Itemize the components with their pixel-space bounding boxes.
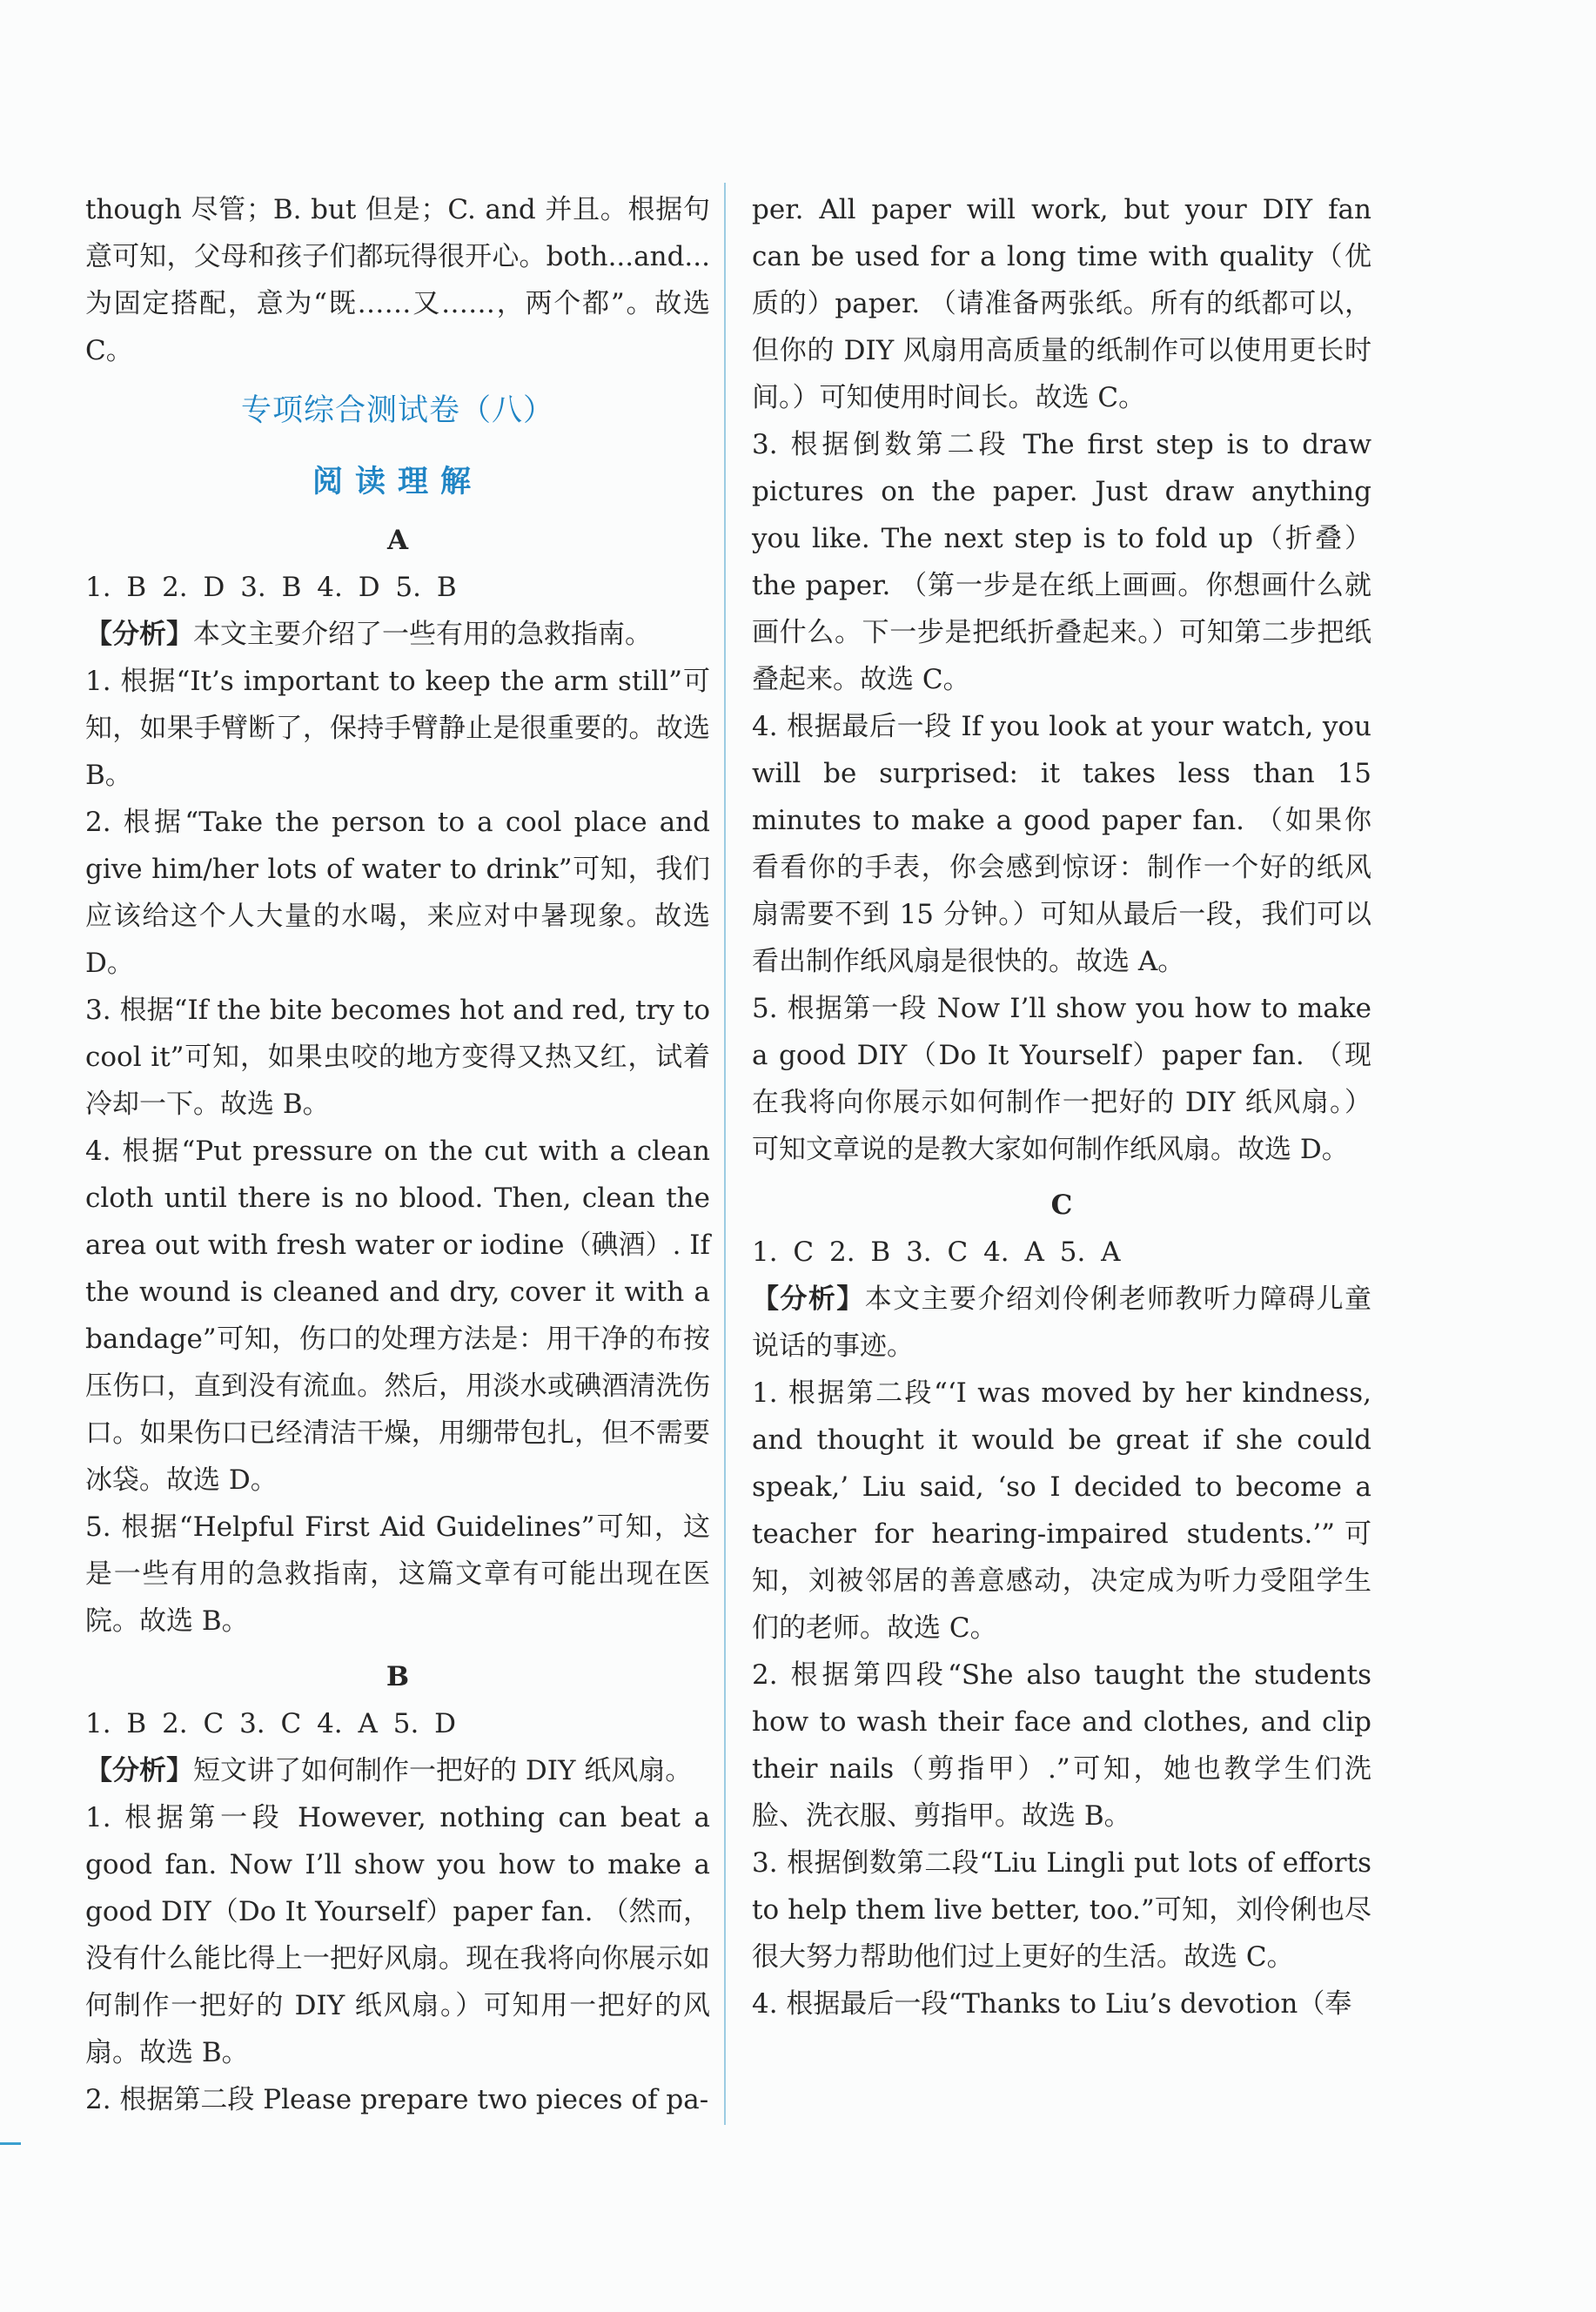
- part-a-item-5: 5. 根据“Helpful First Aid Guidelines”可知，这是一些有用的急救指南，这篇文章有可能出现在医院。故选 B。: [85, 1511, 710, 1637]
- part-b-item-3: 3. 根据倒数第二段 The first step is to draw pictures on the paper. Just draw anything you like. The next step is to fold up（折叠）the paper. （第一步是在纸上画画。你想画什么就画什么。下一步是把纸折叠起来。）可知第二步把纸叠起来。故选 C。: [752, 429, 1371, 695]
- part-c-analysis: [752, 1276, 1371, 1370]
- part-b-item-1: 1. 根据第一段 However, nothing can beat a good fan. Now I’ll show you how to make a good DIY（Do It Yourself）paper fan. （然而，没有什么能比得上一把好风扇。现在我将向你展示如何制作一把好的 DIY 纸风扇。）可知用一把好的风扇。故选 B。: [85, 1802, 710, 2068]
- analysis-tag: 【分析】: [85, 1755, 193, 1786]
- analysis-tag: 【分析】: [85, 619, 193, 650]
- right-column: [752, 186, 1371, 2027]
- intro-paragraph: though 尽管；B. but 但是；C. and 并且。根据句意可知，父母和孩子们都玩得很开心。both...and...为固定搭配，意为“既……又……，两个都”。故选 C。: [85, 194, 710, 366]
- part-c-item-4: 4. 根据最后一段“Thanks to Liu’s devotion（奉: [752, 1988, 1352, 2020]
- analysis-text: 短文讲了如何制作一把好的 DIY 纸风扇。: [193, 1755, 693, 1786]
- part-b-answers: 1. B 2. C 3. C 4. A 5. D: [85, 1708, 457, 1739]
- part-b-item-5: 5. 根据第一段 Now I’ll show you how to make a good DIY（Do It Yourself）paper fan. （现在我将向你展示如何制作一把好的 DIY 纸风扇。）可知文章说的是教大家如何制作纸风扇。故选 D。: [752, 993, 1371, 1165]
- part-a-item-1: 1. 根据“It’s important to keep the arm still”可知，如果手臂断了，保持手臂静止是很重要的。故选 B。: [85, 666, 710, 791]
- part-b-item-4: 4. 根据最后一段 If you look at your watch, you will be surprised: it takes less than 15 minutes to make a good paper fan. （如果你看看你的手表，你会感到惊讶：制作一个好的纸风扇需要不到 15 分钟。）可知从最后一段，我们可以看出制作纸风扇是很快的。故选 A。: [752, 711, 1371, 977]
- part-c-heading: C: [1050, 1190, 1073, 1221]
- part-a-item-3: 3. 根据“If the bite becomes hot and red, try to cool it”可知，如果虫咬的地方变得又热又红，试着冷却一下。故选 B。: [85, 995, 710, 1120]
- part-a-item-2: 2. 根据“Take the person to a cool place and give him/her lots of water to drink”可知，我们应该给这个人大量的水喝，来应对中暑现象。故选 D。: [85, 807, 710, 979]
- part-b-item-2-continued: per. All paper will work, but your DIY fan can be used for a long time with quality（优质的）paper. （请准备两张纸。所有的纸都可以，但你的 DIY 风扇用高质量的纸制作可以使用更长时间。）可知使用时间长。故选 C。: [752, 194, 1371, 413]
- part-b-heading: B: [386, 1661, 410, 1692]
- section-title: 专项综合测试卷（八）: [240, 393, 554, 428]
- part-c-item-2: 2. 根据第四段“She also taught the students how to wash their face and clothes, and clip their nails（剪指甲）.”可知，她也教学生们洗脸、洗衣服、剪指甲。故选 B。: [752, 1659, 1371, 1832]
- analysis-text: 本文主要介绍刘伶俐老师教听力障碍儿童说话的事迹。: [752, 1283, 1372, 1362]
- margin-mark: [0, 2142, 21, 2145]
- part-b-item-2: 2. 根据第二段 Please prepare two pieces of pa-: [85, 2084, 709, 2115]
- part-b-analysis: [85, 1747, 710, 1794]
- part-c-item-3: 3. 根据倒数第二段“Liu Lingli put lots of efforts to help them live better, too.”可知，刘伶俐也尽很大努力帮助他们过上更好的生活。故选 C。: [752, 1847, 1371, 1973]
- part-a-answers: 1. B 2. D 3. B 4. D 5. B: [85, 572, 457, 603]
- part-a-item-4: 4. 根据“Put pressure on the cut with a clean cloth until there is no blood. Then, clean the area out with fresh water or iodine（碘酒）. If the wound is cleaned and dry, cover it with a bandage”可知，伤口的处理方法是：用干净的布按压伤口，直到没有流血。然后，用淡水或碘酒清洗伤口。如果伤口已经清洁干燥，用绷带包扎，但不需要冰袋。故选 D。: [85, 1136, 710, 1496]
- sub-title: 阅读理解: [312, 465, 483, 499]
- part-c-item-1: 1. 根据第二段“‘I was moved by her kindness, and thought it would be great if she could speak,’ Liu said, ‘so I decided to become a teacher for hearing-impaired students.’”可知，刘被邻居的善意感动，决定成为听力受阻学生们的老师。故选 C。: [752, 1377, 1371, 1644]
- column-divider: [724, 183, 726, 2125]
- left-column: [85, 186, 710, 2123]
- analysis-text: 本文主要介绍了一些有用的急救指南。: [193, 619, 652, 650]
- part-a-heading: A: [386, 525, 409, 556]
- part-c-answers: 1. C 2. B 3. C 4. A 5. A: [752, 1236, 1121, 1268]
- part-a-analysis: [85, 611, 710, 658]
- analysis-tag: 【分析】: [752, 1283, 865, 1315]
